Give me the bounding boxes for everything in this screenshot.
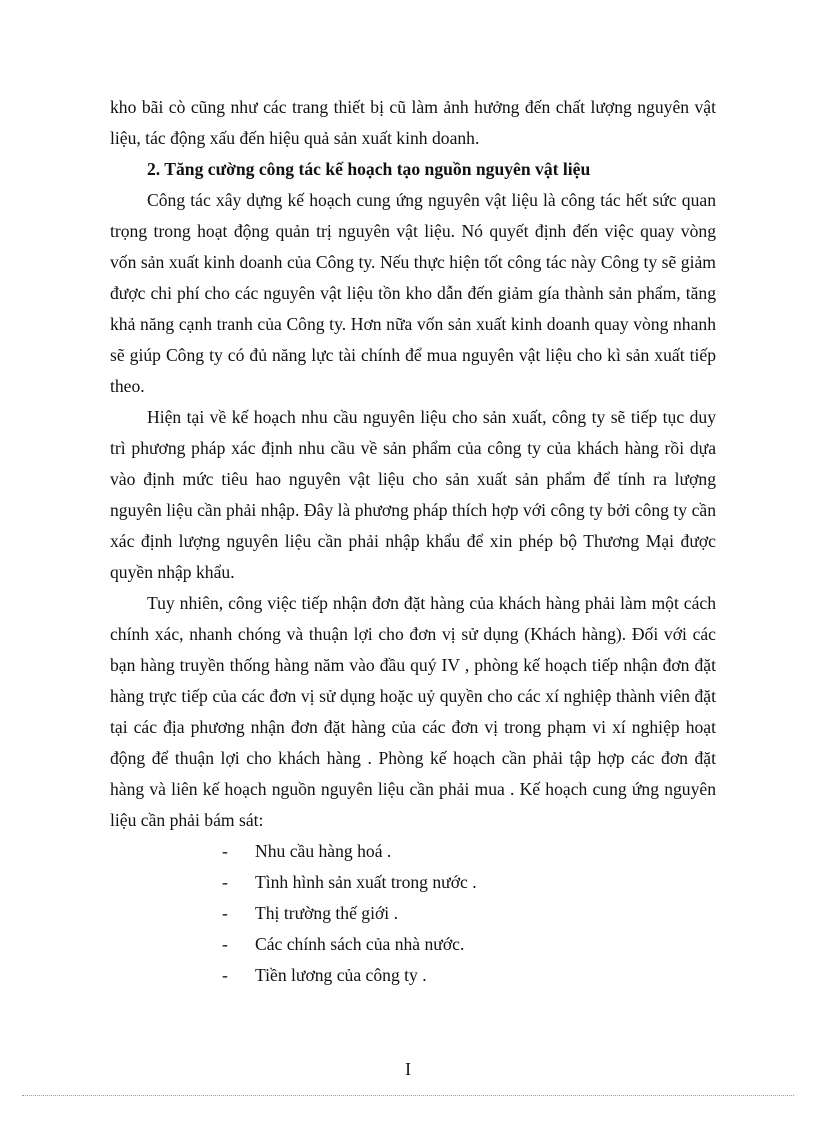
- list-item: [110, 898, 716, 929]
- list-item-text: Nhu cầu hàng hoá .: [255, 841, 392, 861]
- paragraph-order-receiving: Tuy nhiên, công việc tiếp nhận đơn đặt hàng của khách hàng phải làm một cách chính xác, nhanh chóng và thuận lợi cho đơn vị sử dụng (Khách hàng). Đối với các bạn hàng truyền thống hàng năm vào đầu quý IV , phòng kế hoạch tiếp nhận đơn đặt hàng trực tiếp của các đơn vị sử dụng hoặc uỷ quyền cho các xí nghiệp thành viên đặt tại các địa phương nhận đơn đặt hàng của các đơn vị trong phạm vi xí nghiệp hoạt động để thuận lợi cho khách hàng . Phòng kế hoạch cần phải tập hợp các đơn đặt hàng và liên kế hoạch nguồn nguyên liệu cần phải mua . Kế hoạch cung ứng nguyên liệu cần phải bám sát:: [110, 593, 716, 830]
- list-dash: -: [222, 903, 228, 923]
- list-item-text: Các chính sách của nhà nước.: [255, 934, 465, 954]
- document-page: [110, 92, 716, 991]
- list-item: [110, 836, 716, 867]
- page-number: I: [405, 1059, 411, 1079]
- criteria-list: [110, 836, 716, 991]
- list-dash: -: [222, 841, 228, 861]
- footer-divider: [22, 1095, 794, 1096]
- section-heading: 2. Tăng cường công tác kế hoạch tạo nguồn nguyên vật liệu: [147, 159, 591, 179]
- list-item-text: Tiền lương của công ty .: [255, 965, 427, 985]
- list-item: [110, 929, 716, 960]
- paragraph-continuation: kho bãi cò cũng như các trang thiết bị cũ làm ảnh hưởng đến chất lượng nguyên vật liệu, tác động xấu đến hiệu quả sản xuất kinh doanh.: [110, 97, 716, 148]
- paragraph-demand-planning: Hiện tại về kế hoạch nhu cầu nguyên liệu cho sản xuất, công ty sẽ tiếp tục duy trì phương pháp xác định nhu cầu về sản phẩm của công ty của khách hàng rồi dựa vào định mức tiêu hao nguyên vật liệu cho sản xuất sản phẩm để tính ra lượng nguyên liệu cần phải nhập. Đây là phương pháp thích hợp với công ty bởi công ty cần xác định lượng nguyên liệu cần phải nhập khẩu để xin phép bộ Thương Mại được quyền nhập khẩu.: [110, 407, 716, 582]
- list-item: [110, 960, 716, 991]
- list-item-text: Tình hình sản xuất trong nước .: [255, 872, 477, 892]
- list-item: [110, 867, 716, 898]
- list-dash: -: [222, 934, 228, 954]
- list-dash: -: [222, 965, 228, 985]
- list-dash: -: [222, 872, 228, 892]
- list-item-text: Thị trường thế giới .: [255, 903, 398, 923]
- paragraph-planning-importance: Công tác xây dựng kế hoạch cung ứng nguyên vật liệu là công tác hết sức quan trọng trong hoạt động quản trị nguyên vật liệu. Nó quyết định đến việc quay vòng vốn sản xuất kinh doanh của Công ty. Nếu thực hiện tốt công tác này Công ty sẽ giảm được chi phí cho các nguyên vật liệu tồn kho dẫn đến giảm gía thành sản phẩm, tăng khả năng cạnh tranh của Công ty. Hơn nữa vốn sản xuất kinh doanh quay vòng nhanh sẽ giúp Công ty có đủ năng lực tài chính để mua nguyên vật liệu cho kì sản xuất tiếp theo.: [110, 190, 716, 396]
